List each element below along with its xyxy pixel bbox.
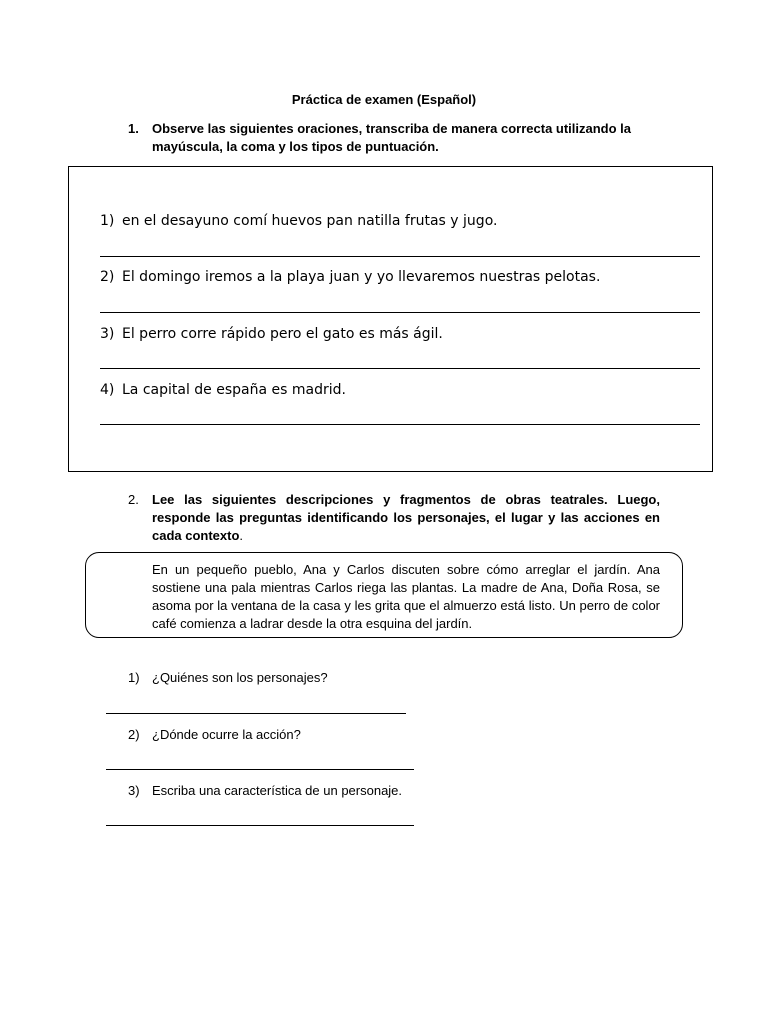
answer-line[interactable] [100, 424, 700, 425]
section-2-bold-text: Lee las siguientes descripciones y fragmentos de obras teatrales. Luego, responde las preguntas identificando los personajes, el lugar y las acciones en cada contexto [152, 492, 660, 543]
question-number: 3) [128, 783, 140, 798]
passage-text: En un pequeño pueblo, Ana y Carlos discuten sobre cómo arreglar el jardín. Ana sostiene una pala mientras Carlos riega las plantas. La madre de Ana, Doña Rosa, se asoma por la ventana de la casa y les grita que el almuerzo está listo. Un perro de color café comienza a ladrar desde la otra esquina del jardín. [152, 562, 660, 631]
question-text: ¿Dónde ocurre la acción? [152, 727, 301, 742]
page-title: Práctica de examen (Español) [291, 92, 477, 107]
sentences-box [68, 166, 713, 472]
answer-line[interactable] [106, 713, 406, 714]
section-1-instruction [128, 120, 668, 156]
question-item [128, 727, 301, 742]
question-text: Escriba una característica de un personaje. [152, 783, 403, 798]
section-2-tail: . [239, 528, 244, 543]
question-text: ¿Quiénes son los personajes? [152, 670, 328, 685]
question-item [128, 670, 328, 685]
answer-line[interactable] [100, 312, 700, 313]
sentence-number: 4) [100, 382, 115, 398]
sentence-item [100, 326, 443, 342]
sentence-number: 1) [100, 213, 115, 229]
section-2-text [152, 491, 660, 545]
answer-line[interactable] [106, 825, 414, 826]
sentence-text: El perro corre rápido pero el gato es más ágil. [122, 326, 443, 342]
answer-line[interactable] [106, 769, 414, 770]
question-item [128, 783, 402, 798]
sentence-text: en el desayuno comí huevos pan natilla frutas y jugo. [122, 213, 498, 229]
sentence-number: 2) [100, 269, 115, 285]
question-number: 1) [128, 670, 140, 685]
question-number: 2) [128, 727, 140, 742]
section-2-instruction [128, 491, 660, 545]
answer-line[interactable] [100, 256, 700, 257]
section-2-number: 2. [128, 492, 139, 507]
section-1-number: 1. [128, 121, 139, 136]
sentence-item [100, 213, 497, 229]
sentence-number: 3) [100, 326, 115, 342]
sentence-text: La capital de españa es madrid. [122, 382, 346, 398]
section-1-text: Observe las siguientes oraciones, transcriba de manera correcta utilizando la mayúscula, la coma y los tipos de puntuación. [152, 121, 632, 154]
sentence-item [100, 269, 600, 285]
answer-line[interactable] [100, 368, 700, 369]
sentence-item [100, 382, 346, 398]
sentence-text: El domingo iremos a la playa juan y yo llevaremos nuestras pelotas. [122, 269, 601, 285]
